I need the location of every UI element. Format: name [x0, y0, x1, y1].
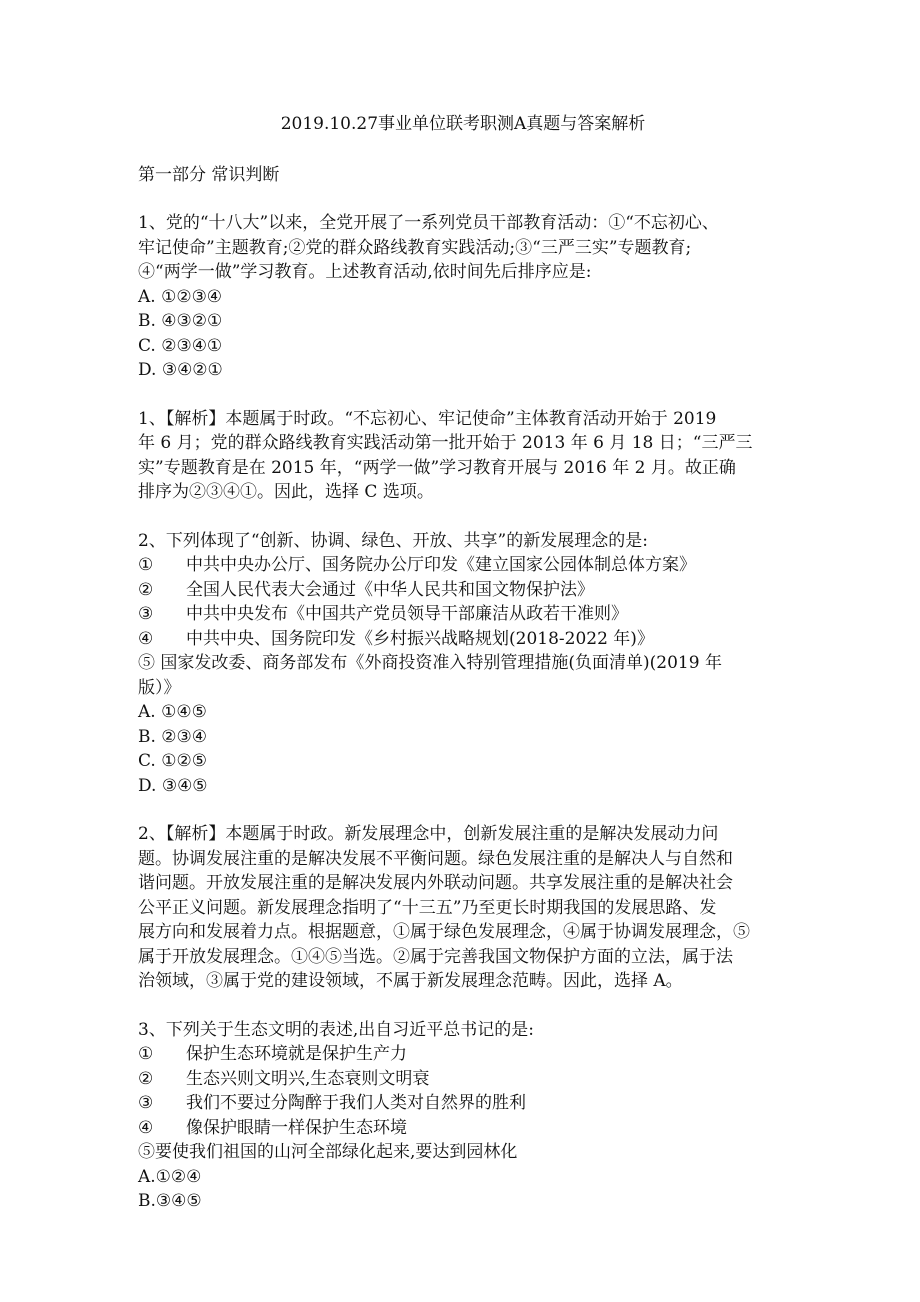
answer-2-line: 属于开放发展理念。①④⑤当选。②属于完善我国文物保护方面的立法，属于法	[138, 946, 733, 967]
question-2-stem: 2、下列体现了“创新、协调、绿色、开放、共享”的新发展理念的是:	[138, 530, 648, 551]
question-1-option-c: C. ②③④①	[138, 335, 223, 356]
answer-1-line: 年 6 月；党的群众路线教育实践活动第一批开始于 2013 年 6 月 18 日；“三严三	[138, 433, 753, 453]
item-number: ③	[138, 604, 154, 624]
question-2-item	[138, 602, 788, 627]
item-number: ③	[138, 1093, 154, 1113]
answer-2-explanation	[138, 822, 788, 994]
question-3-item	[138, 1116, 788, 1141]
answer-1-line: 实”专题教育是在 2015 年，“两学一做”学习教育开展与 2016 年 2 月。故正确	[138, 457, 736, 478]
question-2-item	[138, 578, 788, 603]
document-title: 2019.10.27事业单位联考职测A真题与答案解析	[280, 114, 646, 134]
item-text: 生态兴则文明兴,生态衰则文明衰	[186, 1068, 430, 1089]
document-page	[138, 112, 788, 1238]
question-2	[138, 529, 788, 799]
question-2-item	[138, 627, 788, 652]
question-3-item	[138, 1091, 788, 1116]
question-1-option-a: A. ①②③④	[138, 286, 223, 307]
item-text: 中共中央、国务院印发《乡村振兴战略规划(2018-2022 年)》	[186, 628, 654, 649]
question-3-option-a: A.①②④	[138, 1166, 202, 1187]
question-2-item-5-line: 版）》	[138, 677, 181, 698]
item-number: ②	[138, 579, 154, 600]
question-2-option-b: B. ②③④	[138, 726, 208, 747]
item-text: 全国人民代表大会通过《中华人民共和国文物保护法》	[186, 579, 594, 600]
item-number: ④	[138, 628, 154, 649]
question-3-item	[138, 1042, 788, 1067]
question-2-option-d: D. ③④⑤	[138, 775, 208, 796]
answer-2-line: 治领域，③属于党的建设领域，不属于新发展理念范畴。因此，选择 A。	[138, 971, 683, 991]
question-1-option-d: D. ③④②①	[138, 360, 223, 380]
item-text: 中共中央发布《中国共产党员领导干部廉洁从政若干准则》	[186, 604, 628, 624]
question-2-item-5-line: ⑤ 国家发改委、商务部发布《外商投资准入特别管理措施(负面清单)(2019 年	[138, 653, 722, 673]
item-number: ①	[138, 555, 154, 575]
item-text: 中共中央办公厅、国务院办公厅印发《建立国家公园体制总体方案》	[186, 555, 696, 575]
question-3-item-5: ⑤要使我们祖国的山河全部绿化起来,要达到园林化	[138, 1142, 518, 1162]
question-3-item	[138, 1067, 788, 1092]
item-number: ①	[138, 1044, 154, 1064]
answer-2-line: 题。协调发展注重的是解决发展不平衡问题。绿色发展注重的是解决人与自然和	[138, 848, 733, 869]
item-number: ②	[138, 1068, 154, 1089]
section-heading: 第一部分 常识判断	[138, 164, 280, 185]
question-3	[138, 1018, 788, 1214]
question-2-option-c: C. ①②⑤	[138, 751, 207, 771]
answer-2-line: 展方向和发展着力点。根据题意，①属于绿色发展理念，④属于协调发展理念，⑤	[138, 922, 750, 942]
item-text: 像保护眼睛一样保护生态环境	[186, 1117, 407, 1138]
question-1-line: 牢记使命”主题教育;②党的群众路线教育实践活动;③“三严三实”专题教育;	[138, 237, 692, 258]
question-1-option-b: B. ④③②①	[138, 311, 223, 331]
answer-1-line: 1、【解析】本题属于时政。“不忘初心、牢记使命”主体教育活动开始于 2019	[138, 408, 717, 429]
question-2-item	[138, 553, 788, 578]
item-number: ④	[138, 1117, 154, 1138]
answer-2-line: 公平正义问题。新发展理念指明了“十三五”乃至更长时期我国的发展思路、发	[138, 897, 717, 918]
answer-2-line: 2、【解析】本题属于时政。新发展理念中，创新发展注重的是解决发展动力问	[138, 824, 719, 844]
answer-1-line: 排序为②③④①。因此，选择 C 选项。	[138, 482, 434, 502]
question-3-stem: 3、下列关于生态文明的表述,出自习近平总书记的是:	[138, 1019, 534, 1040]
answer-2-line: 谐问题。开放发展注重的是解决发展内外联动问题。共享发展注重的是解决社会	[138, 873, 733, 893]
question-1-line: 1、党的“十八大”以来，全党开展了一系列党员干部教育活动：①“不忘初心、	[138, 213, 719, 233]
answer-1-explanation	[138, 407, 788, 505]
question-1-line: ④“两学一做”学习教育。上述教育活动,依时间先后排序应是:	[138, 262, 592, 282]
question-3-option-b: B.③④⑤	[138, 1191, 202, 1211]
item-text: 我们不要过分陶醉于我们人类对自然界的胜利	[186, 1093, 526, 1113]
question-2-option-a: A. ①④⑤	[138, 702, 207, 722]
item-text: 保护生态环境就是保护生产力	[186, 1044, 407, 1064]
question-1	[138, 211, 788, 383]
